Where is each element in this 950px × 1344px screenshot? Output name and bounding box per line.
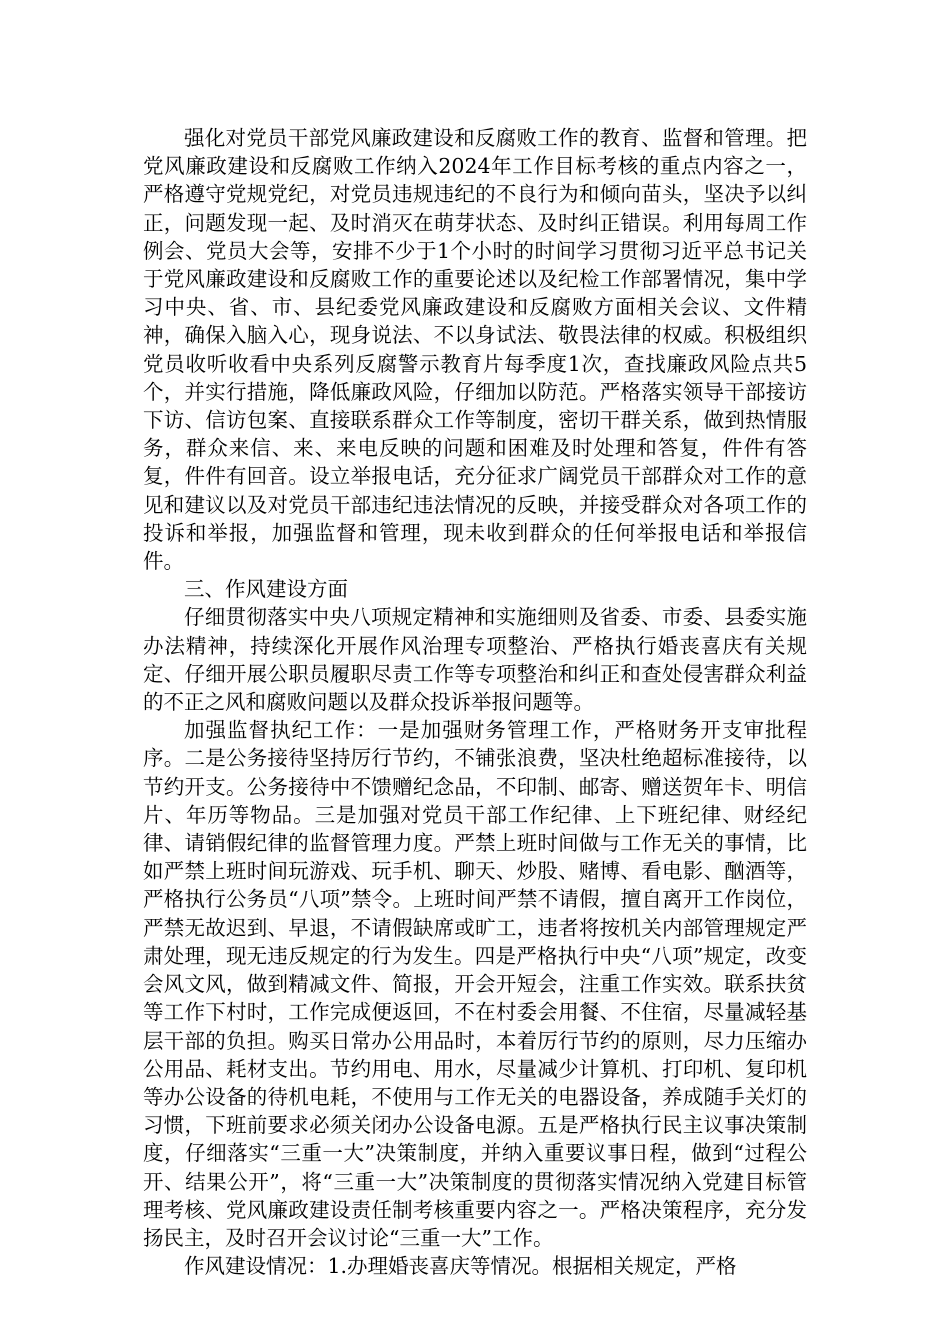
- paragraph-integrity-education: 强化对党员干部党风廉政建设和反腐败工作的教育、监督和管理。把党风廉政建设和反腐败工作纳入2024年工作目标考核的重点内容之一，严格遵守党规党纪，对党员违规违纪的不良行为和倾向苗头，坚决予以纠正，问题发现一起、及时消灭在萌芽状态、及时纠正错误。利用每周工作例会、党员大会等，安排不少于1个小时的时间学习贯彻习近平总书记关于党风廉政建设和反腐败工作的重要论述以及纪检工作部署情况，集中学习中央、省、市、县纪委党风廉政建设和反腐败方面相关会议、文件精神，确保入脑入心，现身说法、不以身试法、敬畏法律的权威。积极组织党员收听收看中央系列反腐警示教育片每季度1次，查找廉政风险点共5个，并实行措施，降低廉政风险，仔细加以防范。严格落实领导干部接访下访、信访包案、直接联系群众工作等制度，密切干群关系，做到热情服务，群众来信、来、来电反映的问题和困难及时处理和答复，件件有答复，件件有回音。设立举报电话，充分征求广阔党员干部群众对工作的意见和建议以及对党员干部违纪违法情况的反映，并接受群众对各项工作的投诉和举报，加强监督和管理，现未收到群众的任何举报电话和举报信件。: [143, 126, 807, 574]
- paragraph-eight-rules: 仔细贯彻落实中央八项规定精神和实施细则及省委、市委、县委实施办法精神，持续深化开展作风治理专项整治、严格执行婚丧喜庆有关规定、仔细开展公职员履职尽责工作等专项整治和纠正和查处侵害群众利益的不正之风和腐败问题以及群众投诉举报问题等。: [143, 605, 807, 715]
- section-heading-work-style: 三、作风建设方面: [184, 577, 348, 602]
- paragraph-work-style-status: 作风建设情况：1.办理婚丧喜庆等情况。根据相关规定，严格: [184, 1254, 737, 1279]
- paragraph-supervision: 加强监督执纪工作：一是加强财务管理工作，严格财务开支审批程序。二是公务接待坚持厉行节约，不铺张浪费，坚决杜绝超标准接待，以节约开支。公务接待中不馈赠纪念品，不印制、邮寄、赠送贺年卡、明信片、年历等物品。三是加强对党员干部工作纪律、上下班纪律、财经纪律、请销假纪律的监督管理力度。严禁上班时间做与工作无关的事情，比如严禁上班时间玩游戏、玩手机、聊天、炒股、赌博、看电影、酗酒等，严格执行公务员“八项”禁令。上班时间严禁不请假，擅自离开工作岗位，严禁无故迟到、早退，不请假缺席或旷工，违者将按机关内部管理规定严肃处理，现无违反规定的行为发生。四是严格执行中央“八项”规定，改变会风文风，做到精减文件、简报，开会开短会，注重工作实效。联系扶贫等工作下村时，工作完成便返回，不在村委会用餐、不住宿，尽量减轻基层干部的负担。购买日常办公用品时，本着厉行节约的原则，尽力压缩办公用品、耗材支出。节约用电、用水，尽量减少计算机、打印机、复印机等办公设备的待机电耗，不使用与工作无关的电器设备，养成随手关灯的习惯，下班前要求必须关闭办公设备电源。五是严格执行民主议事决策制度，仔细落实“三重一大”决策制度，并纳入重要议事日程，做到“过程公开、结果公开”，将“三重一大”决策制度的贯彻落实情况纳入党建目标管理考核、党风廉政建设责任制考核重要内容之一。严格决策程序，充分发扬民主，及时召开会议讨论“三重一大”工作。: [143, 718, 807, 1250]
- document-body: [143, 124, 807, 1280]
